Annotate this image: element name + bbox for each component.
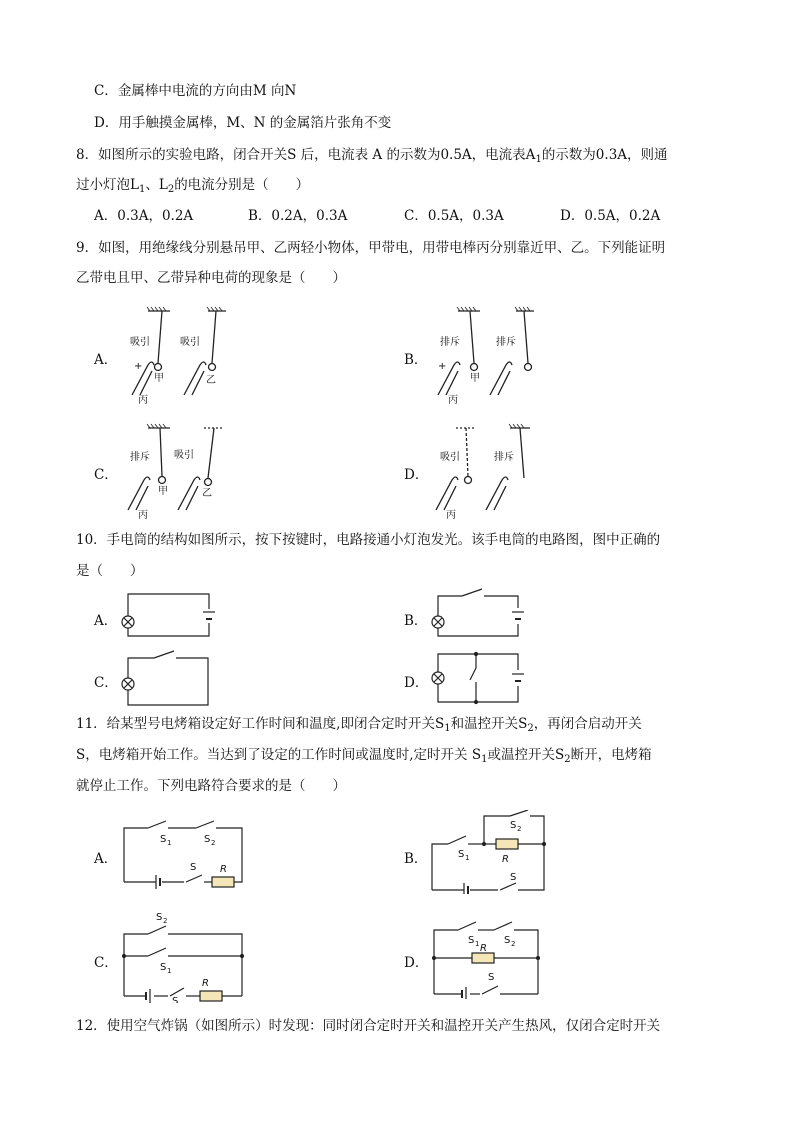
q8-option-c[interactable]: C．0.5A，0.3A — [404, 208, 504, 224]
q8-stem-line1: 8．如图所示的实验电路，闭合开关S 后，电流表 A 的示数为0.5A，电流表$A_1$的示数为0.3A，则通 — [76, 147, 668, 165]
q10-circuit-a — [116, 590, 216, 640]
svg-text:S: S — [190, 862, 197, 873]
svg-text:S: S — [510, 820, 517, 831]
svg-text:R: R — [202, 978, 209, 989]
svg-text:2: 2 — [211, 839, 216, 847]
q11-label-a[interactable]: A． — [94, 851, 118, 867]
svg-text:甲: 甲 — [158, 486, 168, 497]
q11-circuit-b — [426, 810, 551, 894]
q9-figure-b — [428, 303, 538, 408]
svg-text:S: S — [160, 962, 167, 973]
q10-label-d[interactable]: D． — [404, 675, 429, 691]
svg-text:排斥: 排斥 — [440, 337, 460, 348]
svg-text:丙: 丙 — [138, 510, 148, 520]
svg-text:乙: 乙 — [206, 375, 216, 386]
q12-stem-line1: 12．使用空气炸锅（如图所示）时发现：同时闭合定时开关和温控开关产生热风，仅闭合定时开关 — [76, 1018, 661, 1034]
q7-option-d: D．用手触摸金属棒，M、N 的金属箔片张角不变 — [94, 115, 392, 131]
svg-text:2: 2 — [163, 917, 168, 925]
q9-stem-line1: 9．如图，用绝缘线分别悬吊甲、乙两轻小物体，甲带电，用带电棒丙分别靠近甲、乙。下列能证明 — [76, 240, 666, 256]
q8-option-a[interactable]: A．0.3A，0.2A — [94, 208, 194, 224]
q10-label-c[interactable]: C． — [94, 675, 118, 691]
svg-text:排斥: 排斥 — [494, 452, 514, 463]
q9a-label1: 吸引 — [130, 337, 150, 348]
q10-label-a[interactable]: A． — [94, 613, 118, 629]
q8-option-d[interactable]: D．0.5A，0.2A — [560, 208, 661, 224]
q9-figure-a — [118, 303, 228, 408]
svg-text:丙: 丙 — [448, 395, 458, 406]
svg-text:丙: 丙 — [138, 395, 148, 406]
q9-label-c[interactable]: C． — [94, 467, 118, 483]
q10-label-b[interactable]: B． — [404, 613, 428, 629]
svg-text:甲: 甲 — [154, 373, 164, 384]
q11-label-d[interactable]: D． — [404, 955, 429, 971]
q8-option-b[interactable]: B．0.2A，0.3A — [248, 208, 348, 224]
svg-text:S: S — [468, 935, 475, 946]
svg-text:S: S — [510, 872, 517, 883]
svg-text:S: S — [204, 834, 211, 845]
q10-circuit-b — [426, 586, 526, 640]
svg-text:1: 1 — [167, 839, 172, 847]
q8-stem-line2: 过小灯泡$L_1$、$L_2$的电流分别是（ ） — [76, 177, 310, 195]
q9-label-b[interactable]: B． — [404, 352, 428, 368]
q11-stem-line3: 就停止工作。下列电路符合要求的是（ ） — [76, 778, 346, 794]
svg-text:S: S — [172, 996, 179, 1003]
svg-text:2: 2 — [517, 825, 522, 833]
svg-text:+: + — [134, 361, 143, 372]
q10-circuit-c — [116, 648, 216, 708]
svg-text:乙: 乙 — [202, 488, 212, 499]
q9-label-a[interactable]: A． — [94, 352, 118, 368]
svg-text:吸引: 吸引 — [174, 450, 194, 461]
svg-text:R: R — [480, 943, 487, 954]
svg-text:S: S — [504, 935, 511, 946]
q11-circuit-a — [118, 814, 248, 892]
q10-circuit-d — [426, 650, 526, 706]
svg-text:R: R — [220, 864, 227, 875]
svg-text:1: 1 — [465, 854, 470, 862]
svg-text:吸引: 吸引 — [440, 452, 460, 463]
svg-text:1: 1 — [475, 940, 480, 948]
q11-circuit-c — [118, 908, 248, 1003]
svg-text:1: 1 — [167, 967, 172, 975]
q10-stem-line1: 10．手电筒的结构如图所示，按下按键时，电路接通小灯泡发光。该手电筒的电路图，图中正确的 — [76, 532, 661, 548]
svg-text:S: S — [488, 972, 495, 983]
q9a-label2: 吸引 — [180, 337, 200, 348]
q11-stem-line1: 11．给某型号电烤箱设定好工作时间和温度,即闭合定时开关$S_1$和温控开关$S_2$，再闭合启动开关 — [76, 716, 642, 734]
svg-text:S: S — [458, 849, 465, 860]
svg-text:丙: 丙 — [446, 510, 456, 520]
svg-text:S: S — [160, 834, 167, 845]
q9-figure-c — [118, 420, 228, 520]
q10-stem-line2: 是（ ） — [76, 563, 144, 579]
svg-text:R: R — [502, 854, 509, 865]
q9-figure-d — [428, 420, 538, 520]
q11-label-c[interactable]: C． — [94, 955, 118, 971]
svg-text:+: + — [438, 361, 447, 372]
q11-stem-line2: S，电烤箱开始工作。当达到了设定的工作时间或温度时,定时开关 $S_1$或温控开关$S_2$断开，电烤箱 — [76, 747, 652, 765]
q7-option-c: C．金属棒中电流的方向由M 向N — [94, 83, 297, 99]
q9-label-d[interactable]: D． — [404, 467, 429, 483]
svg-text:S: S — [156, 912, 163, 923]
svg-text:排斥: 排斥 — [130, 452, 150, 463]
q11-circuit-d — [428, 914, 543, 999]
svg-text:2: 2 — [511, 940, 516, 948]
q9-stem-line2: 乙带电且甲、乙带异种电荷的现象是（ ） — [76, 270, 346, 286]
svg-text:甲: 甲 — [470, 373, 480, 384]
svg-text:排斥: 排斥 — [496, 337, 516, 348]
q11-label-b[interactable]: B． — [404, 851, 428, 867]
